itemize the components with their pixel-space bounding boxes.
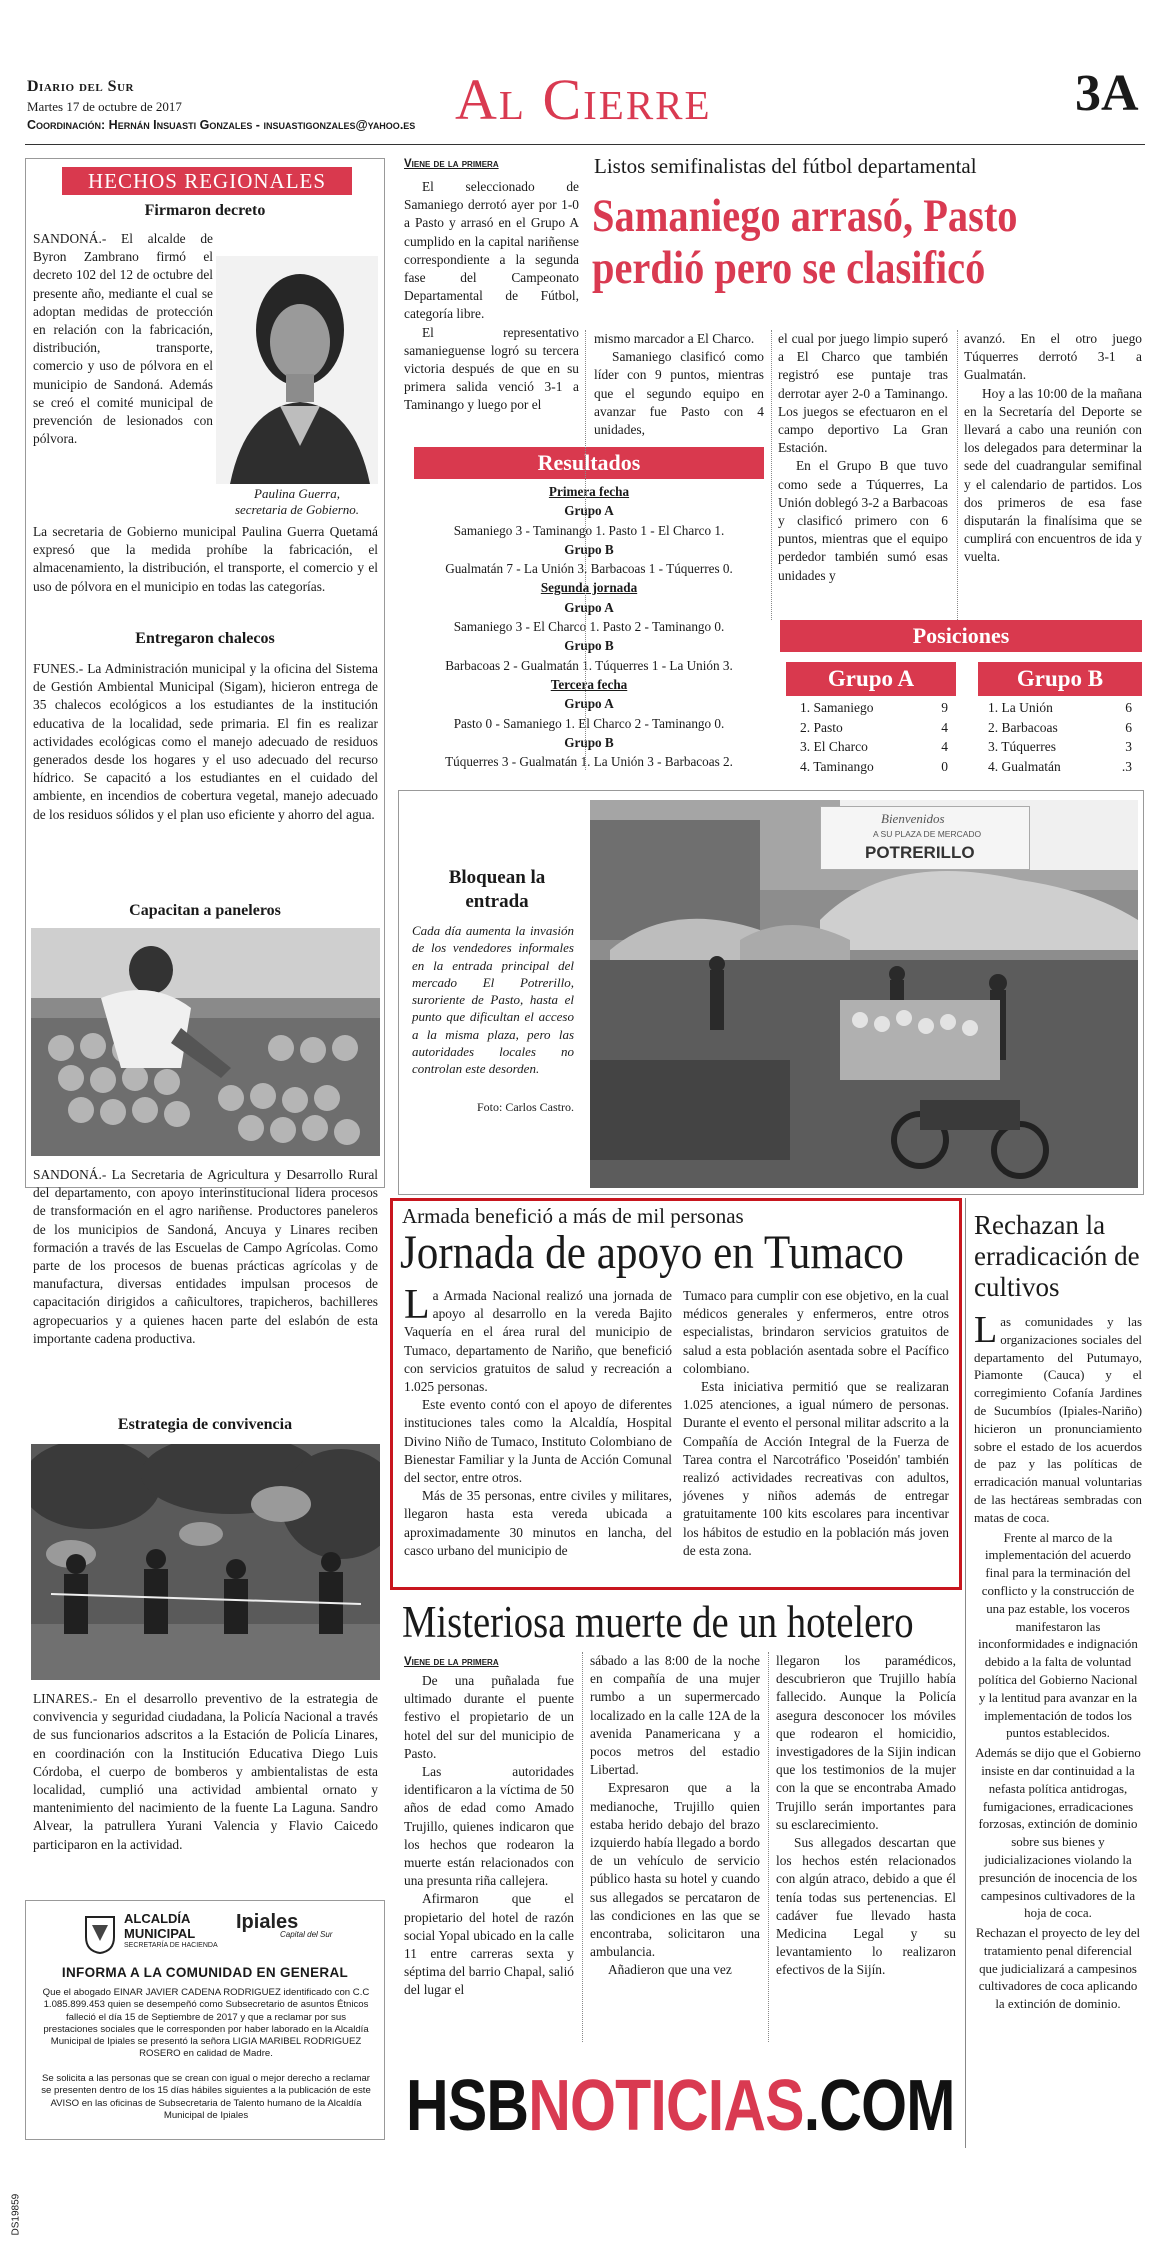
potrerillo-sign xyxy=(820,806,1030,870)
portrait-photo xyxy=(216,256,378,484)
s2-title: Entregaron chalecos xyxy=(135,630,275,647)
result-line: Samaniego 3 - El Charco 1. Pasto 2 - Taminango 0. xyxy=(453,619,725,635)
hotelero-viene: Viene de la primera xyxy=(404,1656,499,1668)
hsb-banner xyxy=(406,2066,955,2146)
futbol-col4-p2: Hoy a las 10:00 de la mañana en la Secretaría del Deporte se llevará a cabo una reunión con los delegados para determinar la sede del cuadrangular semifinal y el calendario de partidos. Los dos primeros de esa fase disputarán la finalísima que se cumplirá con encuentros de ida y vuelta. xyxy=(964,385,1142,565)
futbol-viene: Viene de la primera xyxy=(404,158,499,170)
divider xyxy=(585,330,586,770)
result-line: Grupo B xyxy=(564,734,614,750)
standing-team: 2. Pasto xyxy=(800,719,843,735)
futbol-col1-p2: El representativo samanieguense logró su tercera victoria después de que en su primera salida venció 3-1 a Taminango y luego por el xyxy=(404,324,579,413)
section-title xyxy=(455,67,712,132)
s1-text-a: SANDONÁ.- El alcalde de Byron Zambrano firmó el decreto 102 del 12 de octubre del presente año, mediante el cual se adoptan medidas de protección en relación con la fabricación, distribución, transporte, comercio y uso de pólvora en el municipio de Sandoná. Además se creó el comité municipal de prevención de lesionados con pólvora. xyxy=(33,231,213,447)
divider xyxy=(768,1652,769,2042)
mercado-title-line-1: Bloquean la xyxy=(448,867,546,888)
s1-title: Firmaron decreto xyxy=(144,202,266,219)
result-line: Gualmatán 7 - La Unión 3. Barbacoas 1 - Túquerres 0. xyxy=(445,561,733,577)
cultivos-body xyxy=(974,1309,1142,2014)
hotelero-col1-p1: De una puñalada fue ultimado durante el puente festivo el propietario de un hotel del sur del municipio de Pasto. xyxy=(404,1673,574,1761)
convivencia-photo xyxy=(31,1444,380,1680)
result-line: Grupo A xyxy=(564,503,614,519)
standing-points: 6 xyxy=(1125,700,1132,715)
cultivos-p1 xyxy=(974,1309,1142,1528)
s4-title: Estrategia de convivencia xyxy=(117,1416,293,1433)
portrait-figure xyxy=(216,256,378,484)
result-line: Grupo A xyxy=(564,696,614,712)
paneleros-scene xyxy=(31,928,380,1156)
standing-points: 4 xyxy=(941,739,948,754)
convivencia-scene xyxy=(31,1444,380,1680)
tumaco-col1-p1-text: a Armada Nacional realizó una jornada de apoyo al desarrollo en la vereda Bajito Vaquería en el área rural del municipio de Tumaco, departamento de Nariño, que benefició con servicios gratuitos de salud y recreación a 1.025 personas. xyxy=(404,1288,672,1395)
result-line: Barbacoas 2 - Gualmatán 1. Túquerres 1 - La Unión 3. xyxy=(445,657,733,673)
alcaldia-line-1: ALCALDÍA xyxy=(124,1911,191,1926)
masthead-divider xyxy=(25,144,1145,145)
futbol-col1-p1: El seleccionado de Samaniego derrotó ayer por 1-0 a Pasto y arrasó en el Grupo A cumplido en la capital nariñense correspondiente a la segunda fase del Campeonato Departamental de Fútbol, categoría libre. xyxy=(404,179,579,322)
mercado-caption: Cada día aumenta la invasión de los vendedores informales en la entrada principal del mercado El Potrerillo, suroriente de Pasto, hasta el punto que dificultan el acceso a la misma plaza, pero las autoridades locales no controlan este desorden. xyxy=(412,923,574,1077)
mercado-photo xyxy=(590,800,1138,1188)
cultivos-dropcap: L xyxy=(974,1309,998,1351)
hotelero-headline: Misteriosa muerte de un hotelero xyxy=(402,1597,914,1647)
standing-points: .3 xyxy=(1121,758,1132,774)
hotelero-col1-p2: Las autoridades identificaron a la víctima de 50 años de edad como Amado Trujillo, quienes indicaron que los hechos que rodearon la muerte están relacionados con una presunta riña callejera. xyxy=(404,1764,574,1889)
futbol-kicker: Listos semifinalistas del fútbol departamental xyxy=(594,154,977,178)
alcaldia-line-3: SECRETARÍA DE HACIENDA xyxy=(124,1942,218,1949)
mercado-title-line-2: entrada xyxy=(465,891,529,912)
standing-row xyxy=(800,737,948,757)
group-b-header: Grupo B xyxy=(978,662,1142,696)
cultivos-p4: Rechazan el proyecto de ley del tratamiento penal diferencial que judicializará a campesinos cultivadores de coca aplicando la extinción de dominio. xyxy=(975,1926,1141,2012)
cultivos-headline: Rechazan la erradicación de cultivos xyxy=(974,1210,1140,1302)
paneleros-photo xyxy=(31,928,380,1156)
group-a-header: Grupo A xyxy=(786,662,956,696)
mercado-photo-credit: Foto: Carlos Castro. xyxy=(476,1100,574,1114)
standing-row xyxy=(988,718,1132,738)
tumaco-headline: Jornada de apoyo en Tumaco xyxy=(400,1226,904,1279)
standing-team: 4. Gualmatán xyxy=(988,758,1061,774)
cultivos-p2: Frente al marco de la implementación del acuerdo final para la terminación del conflicto y la construcción de una paz estable, los voceros manifestaron las inconformidades e indignación debido a la falta de voluntad política del Gobierno Nacional y la lentitud para avanzar en la implementación de todos los puntos establecidos. xyxy=(978,1530,1138,1741)
futbol-col3 xyxy=(778,330,948,585)
standing-points: 4 xyxy=(941,719,948,735)
alcaldia-line-2: MUNICIPAL xyxy=(124,1926,196,1941)
tumaco-col1-p3: Más de 35 personas, entre civiles y militares, llegaron hasta esta vereda ubicada a aproximadamente 30 minutos en lancha, del casco urbano del municipio de xyxy=(404,1488,672,1558)
s4-text: LINARES.- En el desarrollo preventivo de la estrategia de convivencia y seguridad ciudadana, la Policía Nacional a través de sus funcionarios adscritos a la Estación de Policía Linares, en coordinación con la Institución Educativa Diego Luis Córdoba, el cuerpo de bomberos y ambientalistas de esta localidad, cumplió una actividad ambiental ornato y mantenimiento del nacimiento de la fuente La Laguna. Sandro Alvear, la patrullera Yurani Valencia y Flavio Caicedo participaron en la actividad. xyxy=(33,1691,378,1852)
standing-row xyxy=(800,698,948,718)
result-line: Primera fecha xyxy=(548,484,630,499)
group-a-table xyxy=(800,698,948,776)
ipiales-logo xyxy=(236,1911,356,1951)
standing-team: 3. Túquerres xyxy=(988,739,1056,754)
hotelero-col2-p3: Añadieron que una vez xyxy=(608,1962,732,1978)
alcaldia-logo xyxy=(82,1909,232,1957)
futbol-col3-p1: el cual por juego limpio superó a El Charco que también registró ese puntaje tras derrotar ayer 2-0 a Taminango. Los juegos se efectuaron en el campo deportivo La Gran Estación. xyxy=(778,331,948,456)
futbol-col4 xyxy=(964,330,1142,567)
result-line: Túquerres 3 - Gualmatán 1. La Unión 3 - Barbacoas 2. xyxy=(445,754,733,770)
result-line: Segunda jornada xyxy=(540,580,638,596)
standing-points: 6 xyxy=(1125,719,1132,735)
futbol-col1 xyxy=(404,178,579,415)
result-line: Samaniego 3 - Taminango 1. Pasto 1 - El Charco 1. xyxy=(453,522,725,538)
hsb-part-2: NOTICIAS xyxy=(528,2066,804,2146)
standing-row xyxy=(800,718,948,738)
tumaco-col2-p1: Tumaco para cumplir con ese objetivo, en la cual médicos generales y enfermeros, entre otros especialistas, brindaron servicios gratuitos de salud a esta población asentada sobre el Pacífico colombiano. xyxy=(683,1288,949,1376)
hotelero-col2-p2: Expresaron que a la medianoche, Trujillo quien estaba herido debajo del brazo izquierdo había llegado a bordo de un vehículo de servicio público hasta su hotel y cuando sus allegados se percataron de las condiciones en las que se encontraba, solicitaron una ambulancia. xyxy=(590,1780,760,1960)
result-line: Tercera fecha xyxy=(550,676,628,692)
results-header: Resultados xyxy=(414,447,764,479)
futbol-col4-p1: avanzó. En el otro juego Túquerres derrotó 3-1 a Gualmatán. xyxy=(964,331,1142,383)
standing-team: 2. Barbacoas xyxy=(988,719,1058,735)
tumaco-col1 xyxy=(404,1282,672,1560)
page-number: 3A xyxy=(1075,65,1139,122)
hotelero-col3-p1: llegaron los paramédicos, descubrieron que Trujillo había fallecido. Aunque la Policía asegura desconocer los móviles que rodearon el homicidio, investigadores de la Sijin indican que los testimonios de la mujer con la que se encontraba Amado Trujillo serán importantes para su esclarecimiento. xyxy=(776,1653,956,1832)
coat-of-arms-icon xyxy=(82,1911,118,1955)
section-title-first: Al xyxy=(455,67,526,132)
issue-date: Martes 17 de octubre de 2017 xyxy=(27,99,182,114)
tumaco-col2-p2: Esta iniciativa permitió que se realizaran 1.025 atenciones, a igual número de personas. Durante el evento el personal militar adscrito a la Compañía de Acción Integral de la Fuerza de Tarea contra el Narcotráfico 'Poseidón' también realizó actividades recreativas con adultos, jóvenes y niños además de entregar gratuitamente 100 kits escolares para incentivar los hábitos de estudio en la población más joven de esta zona. xyxy=(683,1379,949,1558)
standing-row xyxy=(988,757,1132,777)
futbol-col2-p2: Samaniego clasificó como líder con 9 puntos, mientras que el segundo equipo en avanzar fue Pasto con 4 unidades, xyxy=(594,349,764,438)
section-title-second: Cierre xyxy=(542,67,712,132)
futbol-headline-line-1: Samaniego arrasó, Pasto xyxy=(592,190,1018,242)
standing-team: 4. Taminango xyxy=(800,758,874,774)
hotelero-col3-p2: Sus allegados descartan que los hechos estén relacionados con algún atraco, debido a que él tenía todas sus pertenencias. El cadáver fue llevado hasta Medicina Legal y su levantamiento lo realizaron efectivos de la Sijín. xyxy=(776,1835,956,1978)
s1-text-b: La secretaria de Gobierno municipal Paulina Guerra Quetamá expresó que la medida prohíbe la fabricación, el almacenamiento, la distribución, el transporte, el comercio y el uso de pólvora en el municipio en todas las categorías. xyxy=(33,524,378,594)
standing-points: 3 xyxy=(1125,739,1132,754)
mercado-title xyxy=(412,866,582,914)
hsb-part-1: HSB xyxy=(406,2066,529,2146)
potrerillo-sign-line-1: Bienvenidos xyxy=(881,811,945,826)
standing-team: 1. Samaniego xyxy=(800,700,874,715)
regionales-header: HECHOS REGIONALES xyxy=(62,167,352,195)
hotelero-col1-p3: Afirmaron que el propietario del hotel de razón social Yopal ubicado en la calle 11 entre carreras sexta y séptima del barrio Chapal, salió del lugar el xyxy=(404,1891,574,1998)
tumaco-kicker: Armada benefició a más de mil personas xyxy=(402,1204,744,1228)
tumaco-col1-p2: Este evento contó con el apoyo de diferentes instituciones tales como la Alcaldía, Hospital Divino Niño de Tumaco, Instituto Colombiano de Bienestar Familiar y la Junta de Acción Comunal del sector, entre otros. xyxy=(404,1397,672,1486)
potrerillo-sign-line-2: A SU PLAZA DE MERCADO xyxy=(873,829,982,839)
tumaco-col1-p1 xyxy=(404,1282,672,1396)
s2-text: FUNES.- La Administración municipal y la oficina del Sistema de Gestión Ambiental Municipal (Sigam), hicieron entrega de 35 chalecos ecológicos a los estudiantes de la institución educativa de la localidad, sede primaria. El fin es realizar actividades ecológicas como el manejo adecuado de residuos generados desde los hogares y el uso adecuado del recurso hídrico. Se capacitó a los estudiantes en el cuidado del ambiente, en incendios de cobertura vegetal, manejo adecuado de los residuos sólidos y el plan uso eficiente y ahorro del agua. xyxy=(33,661,378,822)
portrait-caption xyxy=(216,486,378,518)
cultivos-p1-text: as comunidades y las organizaciones sociales del departamento del Putumayo, Piamonte (Cauca) y el corregimiento Cofanía Jardines de Sucumbíos (Ipiales-Nariño) hicieron un pronunciamiento sobre el estado de los acuerdos de paz y las políticas de erradicación manual voluntarias de las hectáreas sembradas con matas de coca. xyxy=(974,1315,1142,1525)
tumaco-col2 xyxy=(683,1287,949,1560)
cultivos-p3: Además se dijo que el Gobierno insiste en dar continuidad a la nefasta política antidrogas, fumigaciones, erradicaciones forzosas, extinción de dominio sobre sus bienes y judicializaciones violando la presunción de inocencia de los campesinos cultivadores de la hoja de coca. xyxy=(975,1746,1141,1921)
paper-name: Diario del Sur xyxy=(27,78,134,95)
divider xyxy=(957,330,958,620)
futbol-col3-p2: En el Grupo B que tuvo como sede a Túquerres, La Unión doblegó 3-2 a Barbacoas y clasificó primero con 6 puntos, mientras que el equipo perdedor también sumó esas unidades y xyxy=(778,458,948,583)
portrait-caption-role: secretaria de Gobierno. xyxy=(234,502,360,517)
hotelero-col3 xyxy=(776,1652,956,1980)
hotelero-col2 xyxy=(590,1652,760,1980)
potrerillo-sign-line-3: POTRERILLO xyxy=(865,843,975,862)
futbol-headline-line-2: perdió pero se clasificó xyxy=(592,242,986,294)
notice-title: INFORMA A LA COMUNIDAD EN GENERAL xyxy=(61,1965,349,1980)
group-b-table xyxy=(988,698,1132,776)
standing-row xyxy=(988,698,1132,718)
result-line: Grupo B xyxy=(564,541,614,557)
futbol-headline xyxy=(592,190,1074,294)
positions-header: Posiciones xyxy=(780,620,1142,652)
masthead xyxy=(0,0,1169,160)
divider xyxy=(771,330,772,620)
hotelero-col1 xyxy=(404,1672,574,2000)
divider xyxy=(965,1198,966,2148)
standing-team: 3. El Charco xyxy=(800,739,868,754)
official-notice xyxy=(25,1900,385,2140)
notice-code: DS19859 xyxy=(10,2193,22,2236)
coordinator-line: Coordinación: Hernán Insuasti Gonzales - insuastigonzales@yahoo.es xyxy=(27,118,416,132)
notice-paragraph-1: Que el abogado EINAR JAVIER CADENA RODRIGUEZ identificado con C.C 1.085.899.453 quien se desempeñó como Subsecretario de asuntos Étnicos falleció el día 15 de Septiembre de 2017 y que a reclamar por sus prestaciones sociales que le corresponden por haber laborado en la Alcaldía Municipal de Ipiales se presentó la señora LIGIA MARIBEL RODRIGUEZ ROSERO en calidad de Madre. xyxy=(42,1987,370,2060)
standing-team: 1. La Unión xyxy=(988,700,1053,715)
standing-points: 9 xyxy=(941,700,948,715)
hsb-part-3: .COM xyxy=(803,2066,955,2146)
s3-text: SANDONÁ.- La Secretaria de Agricultura y Desarrollo Rural del departamento, con apoyo interinstitucional lidera procesos de transformación en el agro nariñense. Productores paneleros de los municipios de Sandoná, Ancuya y Linares reciben formación a través de las Escuelas de Campo Agrícolas. Como parte de los procesos de buenas prácticas agrícolas y de manufactura, diversas entidades impulsan procesos de capacitación dirigidos a cañicultores, trapicheros, bachilleres agropecuarios y a quienes hacen parte del eslabón de esta importante cadena productiva. xyxy=(33,1167,378,1346)
notice-paragraph-2: Se solicita a las personas que se crean con igual o mejor derecho a reclamar se presenten dentro de los 15 días hábiles siguientes a la publicación de este AVISO en las oficinas de Subsecretaria de Talento humano de la Alcaldía Municipal de Ipiales xyxy=(41,2073,371,2121)
tumaco-dropcap: L xyxy=(404,1282,430,1328)
standing-row xyxy=(800,757,948,777)
results-list xyxy=(408,482,770,771)
futbol-col2 xyxy=(594,330,764,439)
standing-points: 0 xyxy=(941,758,948,774)
ipiales-brand-sub: Capital del Sur xyxy=(280,1930,333,1939)
result-line: Grupo A xyxy=(564,599,614,615)
ipiales-brand: Ipiales xyxy=(236,1911,299,1933)
standing-row xyxy=(988,737,1132,757)
futbol-col2-p1: mismo marcador a El Charco. xyxy=(594,331,755,346)
result-line: Grupo B xyxy=(564,638,614,654)
hotelero-col2-p1: sábado a las 8:00 de la noche en compañía de una mujer rumbo a un supermercado localizado en la calle 12A de la avenida Panamericana y a pocos metros del estadio Libertad. xyxy=(590,1653,760,1778)
s3-title: Capacitan a paneleros xyxy=(129,902,281,919)
divider xyxy=(582,1652,583,2042)
result-line: Pasto 0 - Samaniego 1. El Charco 2 - Taminango 0. xyxy=(453,715,725,731)
portrait-caption-name: Paulina Guerra, xyxy=(254,486,340,501)
